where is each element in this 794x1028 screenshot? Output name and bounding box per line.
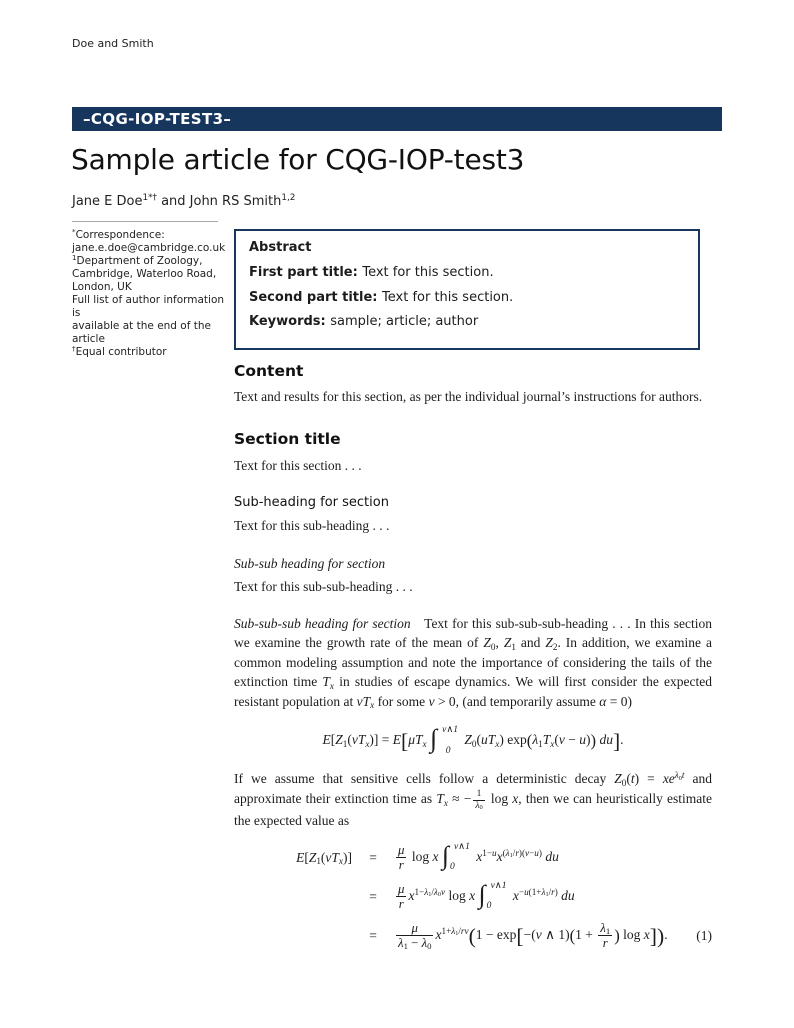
- abstract-second-part: Second part title: Text for this section.: [249, 289, 514, 305]
- subsection-paragraph: Text for this sub-heading . . .: [234, 517, 390, 533]
- subsubsub-paragraph: Sub-sub-sub heading for section Text for this sub-sub-sub-heading . . . In this section we examine the growth rate of the mean of Z0, Z1 and Z2. In addition, we examine a common modeling assumption and note the importance of considering the tails of the extinction time Tx in studies of escape dynamics. We will first consider the expected resistant population at vTx for some v > 0, (and temporarily assume α = 0): [234, 615, 713, 711]
- author-info-note: available at the end of the article: [72, 320, 211, 346]
- authors-line: Jane E Doe$^{1*\dagger}$ and John RS Smith$^{1,2}$: [72, 193, 296, 209]
- abstract-title: Abstract: [249, 240, 312, 255]
- abstract-first-part: First part title: Text for this section.: [249, 265, 494, 281]
- article-body: [234, 360, 712, 959]
- equation-rhs: $\frac{\mu}{\lambda 1 - \lambda 0}$ $x^{1+\lambda 1/rv}(1 - \exp[-(v$ ∧ 1)(1 + $\frac{\lambda 1}{r}$ ) log x]).: [398, 920, 668, 952]
- running-head: Doe and Smith: [72, 37, 154, 50]
- equation-relation: =: [369, 888, 377, 904]
- correspondence-email: jane.e.doe@cambridge.co.uk: [72, 242, 226, 255]
- author-info-note: Full list of author information is: [72, 294, 225, 320]
- correspondence-sidebar: [72, 229, 228, 359]
- equation-lhs: E[Z1(vTx)]: [296, 849, 352, 867]
- aligned-equation-block: [234, 840, 712, 952]
- equation-row: [234, 879, 712, 912]
- affiliation-line: London, UK: [72, 281, 132, 294]
- journal-banner-label: –CQG-IOP-TEST3–: [83, 110, 232, 128]
- affiliation-line: $^1$Department of Zoology,: [72, 253, 203, 268]
- equal-contributor-note: †Equal contributor: [72, 344, 167, 359]
- content-paragraph: Text and results for this section, as per the individual journal’s instructions for authors.: [234, 389, 703, 405]
- body-paragraph: If we assume that sensitive cells follow a deterministic decay $Z0(t) = xe^{\lambda 0t}$ and approximate their extinction time as Tx ≈ − $\frac{1}{\lambda 0}$ log x, then we can heuristically estimate the expected value as: [234, 770, 712, 829]
- equation-rhs: $\frac{\mu}{r}$ log x ∫ v∧1 0 $x^{1-u}x^{(\lambda 1/r)(v-u)}$ du: [398, 840, 559, 873]
- section-heading-content: Content: [234, 362, 304, 380]
- display-equation: E[Z1(vTx)] = E[μTx ∫ v∧1 0 Z0(uTx) exp(λ1Tx(v − u)) du].: [322, 724, 624, 756]
- equation-row: [234, 840, 712, 873]
- equation-number: (1): [696, 927, 712, 943]
- equation-rhs: $\frac{\mu}{r}$ $x^{1-\lambda 1/\lambda 0v}$ log x ∫ v∧1 0 $x^{-u(1+\lambda 1/r)}$ du: [398, 879, 575, 912]
- sidebar-divider: [72, 221, 218, 222]
- abstract-box: [234, 229, 700, 350]
- article-title: Sample article for CQG-IOP-test3: [71, 143, 525, 176]
- subsubsection-paragraph: Text for this sub-sub-heading . . .: [234, 579, 413, 595]
- equation-row: [234, 921, 712, 951]
- section-heading-title: Section title: [234, 430, 341, 449]
- section-paragraph: Text for this section . . .: [234, 457, 362, 473]
- journal-banner: [72, 107, 722, 131]
- subsection-heading: Sub-heading for section: [234, 495, 389, 511]
- abstract-keywords: Keywords: sample; article; author: [249, 313, 479, 329]
- subsubsection-heading: Sub-sub heading for section: [234, 556, 386, 572]
- equation-relation: =: [369, 927, 377, 943]
- affiliation-line: Cambridge, Waterloo Road,: [72, 268, 217, 281]
- equation-relation: =: [369, 849, 377, 865]
- correspondence-label: *Correspondence:: [72, 227, 165, 241]
